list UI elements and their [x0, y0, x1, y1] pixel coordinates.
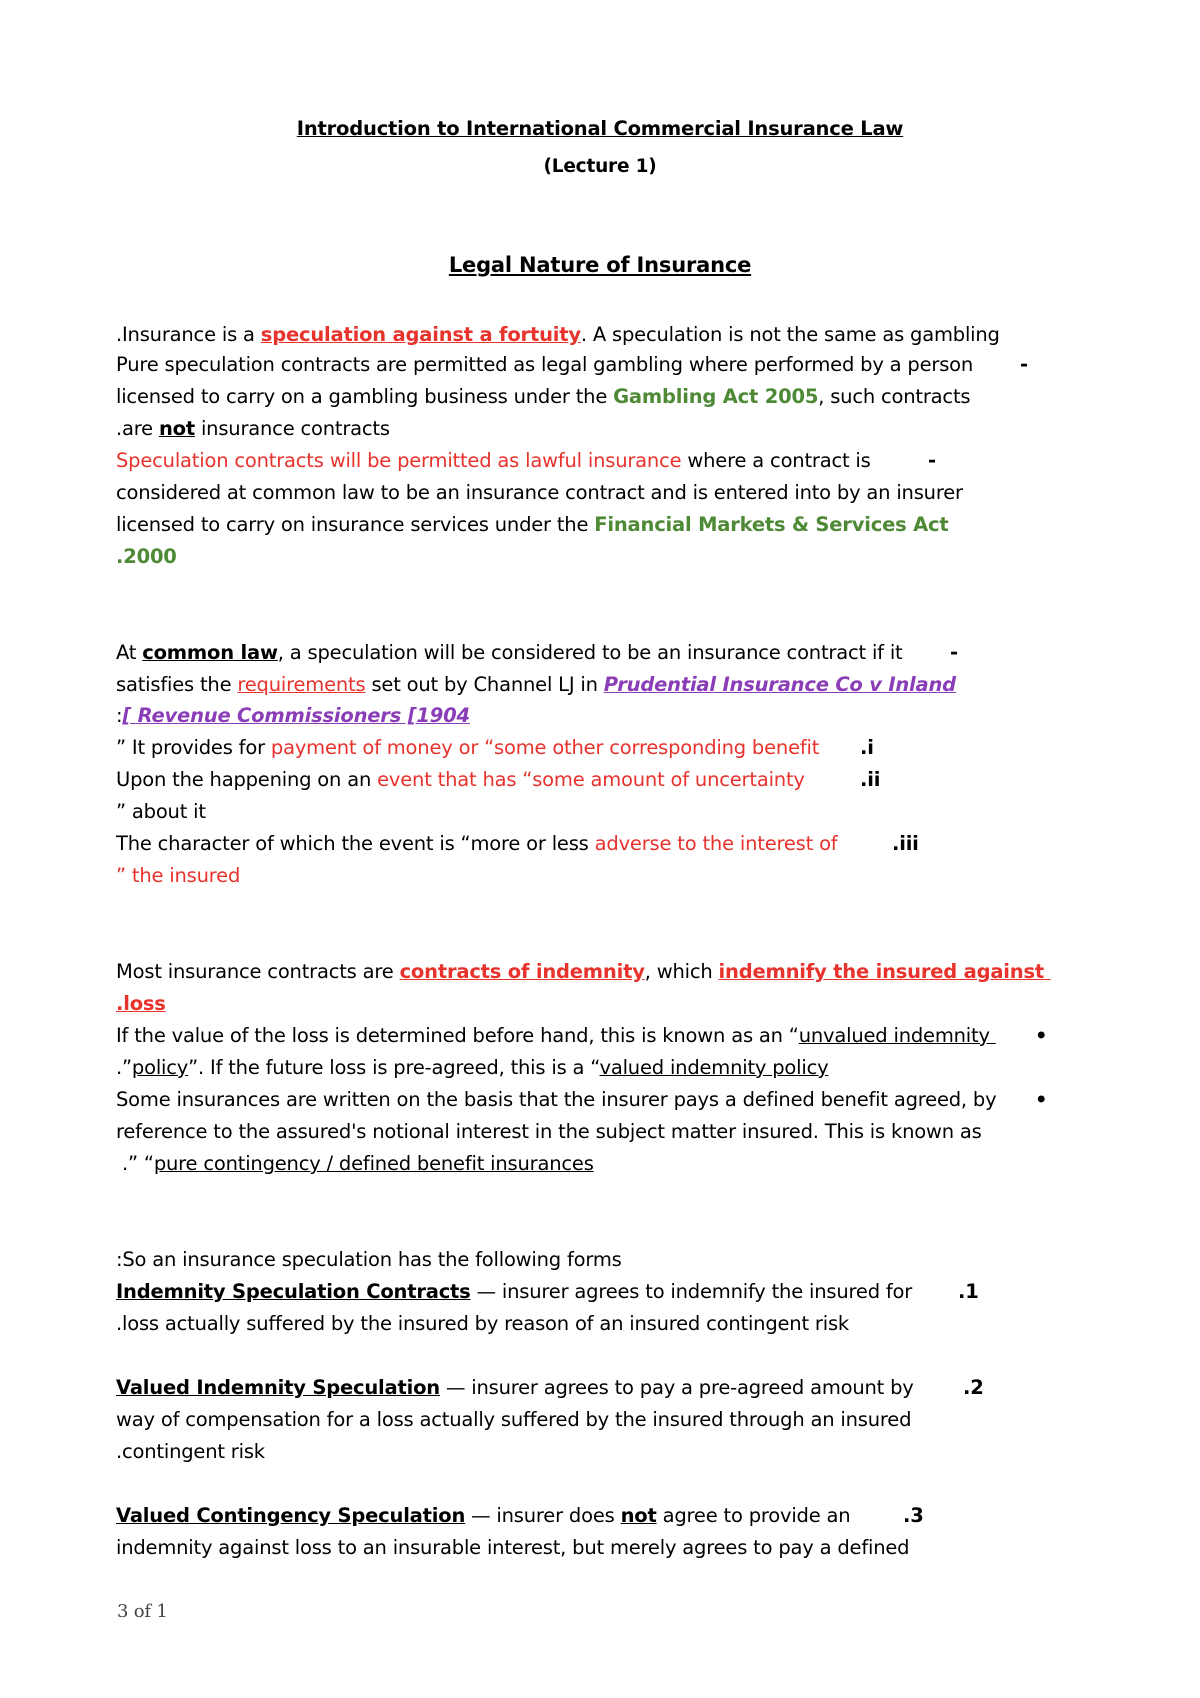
text-line: Valued Indemnity Speculation — insurer agrees to pay a pre-agreed amount by [116, 1376, 914, 1399]
text-line: considered at common law to be an insurance contract and is entered into by an insurer [116, 481, 963, 504]
text-line: .2000 [116, 545, 177, 568]
dash-bullet: - [928, 449, 936, 472]
text-line: .” “pure contingency / defined benefit insurances [116, 1152, 594, 1175]
text-line: .contingent risk [116, 1440, 265, 1463]
text-line: licensed to carry on a gambling business under the Gambling Act 2005, such contracts [116, 385, 971, 408]
text-line: Pure speculation contracts are permitted as legal gambling where performed by a person [116, 353, 974, 376]
text-line: .loss [116, 992, 166, 1015]
text-line: .are not insurance contracts [116, 417, 390, 440]
text-line: .loss actually suffered by the insured by reason of an insured contingent risk [116, 1312, 849, 1335]
text-line: way of compensation for a loss actually suffered by the insured through an insured [116, 1408, 912, 1431]
document-title: Introduction to International Commercial Insurance Law [296, 117, 904, 140]
text-line: Some insurances are written on the basis that the insurer pays a defined benefit agreed, by [116, 1088, 997, 1111]
text-line: satisfies the requirements set out by Channel LJ in Prudential Insurance Co v Inland [116, 673, 956, 696]
page-number: 3 of 1 [117, 1601, 168, 1622]
list-marker: .i [860, 736, 874, 759]
text-line: If the value of the loss is determined before hand, this is known as an “unvalued indemnity [116, 1024, 996, 1047]
text-line: reference to the assured's notional interest in the subject matter insured. This is known as [116, 1120, 982, 1143]
bullet-marker: • [1035, 1024, 1048, 1047]
text-line: Upon the happening on an event that has “some amount of uncertainty [116, 768, 805, 791]
text-line: .”policy”. If the future loss is pre-agreed, this is a “valued indemnity policy [116, 1056, 829, 1079]
text-line: licensed to carry on insurance services under the Financial Markets & Services Act [116, 513, 949, 536]
bullet-marker: • [1035, 1088, 1048, 1111]
dash-bullet: - [1020, 353, 1028, 376]
text-line: ” It provides for payment of money or “some other corresponding benefit [116, 736, 820, 759]
text-line: The character of which the event is “more or less adverse to the interest of [116, 832, 838, 855]
text-line: Valued Contingency Speculation — insurer does not agree to provide an [116, 1504, 851, 1527]
text-line: Most insurance contracts are contracts of indemnity, which indemnify the insured against [116, 960, 1051, 983]
text-line: ” the insured [116, 864, 241, 887]
dash-bullet: - [950, 641, 958, 664]
text-line: Speculation contracts will be permitted as lawful insurance where a contract is [116, 449, 871, 472]
list-marker: .3 [903, 1504, 924, 1527]
list-marker: .ii [860, 768, 881, 791]
list-marker: .1 [958, 1280, 979, 1303]
list-marker: .iii [892, 832, 919, 855]
list-marker: .2 [963, 1376, 984, 1399]
text-line: Indemnity Speculation Contracts — insurer agrees to indemnify the insured for [116, 1280, 913, 1303]
text-line: :So an insurance speculation has the following forms [116, 1248, 622, 1271]
section-heading: Legal Nature of Insurance [448, 253, 752, 277]
text-line: :[ Revenue Commissioners [1904 [116, 704, 470, 727]
text-line: .Insurance is a speculation against a fortuity. A speculation is not the same as gambling [116, 323, 1000, 346]
text-line: ” about it [116, 800, 206, 823]
text-line: indemnity against loss to an insurable interest, but merely agrees to pay a defined [116, 1536, 910, 1559]
text-line: At common law, a speculation will be considered to be an insurance contract if it [116, 641, 903, 664]
document-subtitle: (Lecture 1) [543, 156, 657, 177]
